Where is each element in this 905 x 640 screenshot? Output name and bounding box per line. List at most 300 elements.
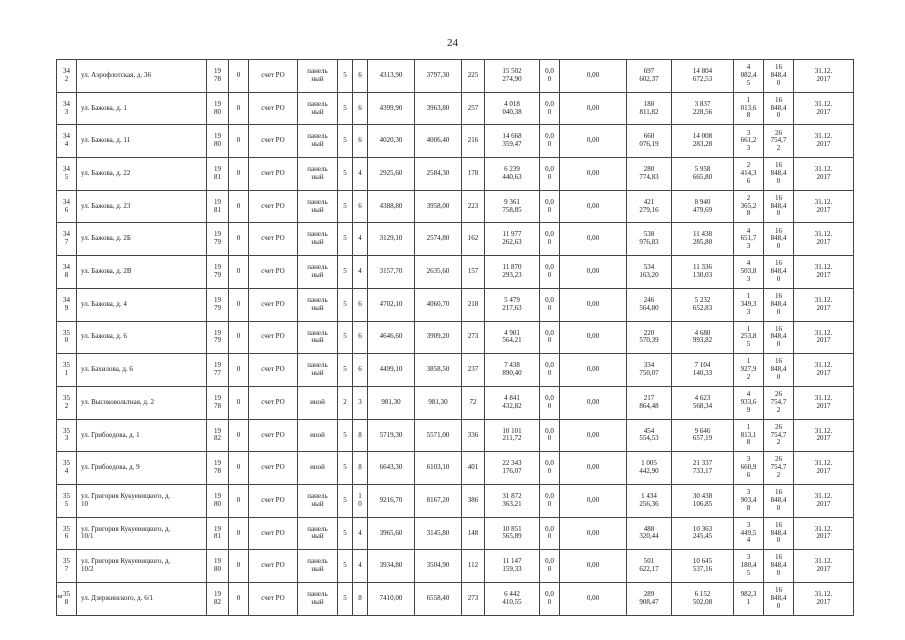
cell-c5: 2 365,2 8 <box>734 190 764 223</box>
cell-date: 31.12. 2017 <box>794 223 854 256</box>
cell-floors: 5 <box>338 158 353 191</box>
cell-c2: 0,00 <box>560 583 627 616</box>
cell-entr: 4 <box>353 256 368 289</box>
cell-people: 218 <box>462 288 485 321</box>
cell-floors: 5 <box>338 517 353 550</box>
table-row <box>57 190 854 223</box>
cell-floors: 5 <box>338 583 353 616</box>
cell-entr: 6 <box>353 321 368 354</box>
cell-z: 0 <box>229 517 249 550</box>
cell-num: 35 2 <box>57 386 77 419</box>
cell-c3: 289 908,47 <box>627 583 672 616</box>
cell-address: ул. Григория Кукуевицкого, д. 10/1 <box>77 517 207 550</box>
cell-year: 19 79 <box>207 321 229 354</box>
cell-num: 34 6 <box>57 190 77 223</box>
cell-num: 35 1 <box>57 354 77 387</box>
cell-area-res: 5571,00 <box>415 419 462 452</box>
cell-date: 31.12. 2017 <box>794 419 854 452</box>
cell-wall: иной <box>298 452 338 485</box>
cell-c3: 220 570,39 <box>627 321 672 354</box>
cell-wall: панель ный <box>298 484 338 517</box>
cell-wall: панель ный <box>298 256 338 289</box>
cell-c6: 26 754,7 2 <box>764 419 794 452</box>
cell-wall: панель ный <box>298 92 338 125</box>
cell-c6: 26 754,7 2 <box>764 125 794 158</box>
table-row <box>57 484 854 517</box>
cell-num: 35 5 <box>57 484 77 517</box>
cell-people: 237 <box>462 354 485 387</box>
cell-people: 72 <box>462 386 485 419</box>
cell-c2: 0,00 <box>560 288 627 321</box>
cell-date: 31.12. 2017 <box>794 321 854 354</box>
cell-year: 19 82 <box>207 419 229 452</box>
cell-wall: панель ный <box>298 321 338 354</box>
cell-c4: 10 363 245,45 <box>672 517 734 550</box>
cell-c3: 534 163,20 <box>627 256 672 289</box>
cell-c4: 5 232 652,83 <box>672 288 734 321</box>
cell-people: 225 <box>462 60 485 93</box>
table-row <box>57 583 854 616</box>
cell-c1: 0,0 0 <box>540 419 560 452</box>
cell-fund: счет РО <box>249 354 298 387</box>
cell-z: 0 <box>229 583 249 616</box>
cell-entr: 6 <box>353 60 368 93</box>
cell-area-total: 3129,10 <box>368 223 415 256</box>
cell-c1: 0,0 0 <box>540 386 560 419</box>
table-row <box>57 125 854 158</box>
cell-address: ул. Бажова, д. 2В <box>77 256 207 289</box>
cell-c5: 3 903,4 8 <box>734 484 764 517</box>
cell-c6: 16 848,4 0 <box>764 321 794 354</box>
cell-c6: 16 848,4 0 <box>764 92 794 125</box>
cell-wall: панель ный <box>298 60 338 93</box>
cell-c1: 0,0 0 <box>540 190 560 223</box>
cell-floors: 5 <box>338 190 353 223</box>
cell-c6: 16 848,4 0 <box>764 354 794 387</box>
cell-entr: 6 <box>353 354 368 387</box>
cell-area-total: 9216,70 <box>368 484 415 517</box>
cell-cost: 7 438 890,40 <box>485 354 540 387</box>
cell-z: 0 <box>229 386 249 419</box>
cell-area-res: 3797,30 <box>415 60 462 93</box>
table-body <box>57 60 854 616</box>
cell-people: 216 <box>462 125 485 158</box>
cell-address: ул. Бажова, д. 11 <box>77 125 207 158</box>
cell-c2: 0,00 <box>560 452 627 485</box>
cell-fund: счет РО <box>249 223 298 256</box>
cell-cost: 11 977 262,63 <box>485 223 540 256</box>
cell-entr: 4 <box>353 517 368 550</box>
cell-entr: 6 <box>353 125 368 158</box>
cell-fund: счет РО <box>249 386 298 419</box>
cell-year: 19 77 <box>207 354 229 387</box>
cell-c1: 0,0 0 <box>540 125 560 158</box>
cell-z: 0 <box>229 288 249 321</box>
cell-cost: 6 239 440,63 <box>485 158 540 191</box>
cell-c2: 0,00 <box>560 354 627 387</box>
cell-c2: 0,00 <box>560 386 627 419</box>
cell-c2: 0,00 <box>560 550 627 583</box>
cell-year: 19 78 <box>207 60 229 93</box>
cell-area-total: 4499,10 <box>368 354 415 387</box>
cell-year: 19 82 <box>207 583 229 616</box>
cell-fund: счет РО <box>249 517 298 550</box>
cell-fund: счет РО <box>249 256 298 289</box>
cell-z: 0 <box>229 452 249 485</box>
cell-c2: 0,00 <box>560 321 627 354</box>
table-row <box>57 321 854 354</box>
cell-people: 401 <box>462 452 485 485</box>
cell-date: 31.12. 2017 <box>794 125 854 158</box>
cell-area-res: 3145,80 <box>415 517 462 550</box>
cell-c2: 0,00 <box>560 517 627 550</box>
cell-c3: 488 320,44 <box>627 517 672 550</box>
cell-num: 34 4 <box>57 125 77 158</box>
cell-floors: 5 <box>338 223 353 256</box>
cell-c1: 0,0 0 <box>540 354 560 387</box>
cell-num: 34 2 <box>57 60 77 93</box>
cell-address: ул. Бажова, д. 1 <box>77 92 207 125</box>
cell-people: 157 <box>462 256 485 289</box>
cell-area-res: 3909,20 <box>415 321 462 354</box>
cell-floors: 5 <box>338 60 353 93</box>
cell-c4: 7 104 140,33 <box>672 354 734 387</box>
cell-wall: панель ный <box>298 583 338 616</box>
cell-fund: счет РО <box>249 158 298 191</box>
cell-fund: счет РО <box>249 190 298 223</box>
cell-z: 0 <box>229 190 249 223</box>
cell-num: 35 0 <box>57 321 77 354</box>
cell-area-res: 8167,20 <box>415 484 462 517</box>
cell-entr: 4 <box>353 158 368 191</box>
cell-wall: панель ный <box>298 354 338 387</box>
cell-year: 19 79 <box>207 223 229 256</box>
cell-year: 19 81 <box>207 190 229 223</box>
cell-c1: 0,0 0 <box>540 452 560 485</box>
cell-c6: 16 848,4 0 <box>764 60 794 93</box>
table-row <box>57 288 854 321</box>
cell-floors: 5 <box>338 321 353 354</box>
table-row <box>57 386 854 419</box>
cell-area-res: 981,30 <box>415 386 462 419</box>
cell-cost: 4 841 432,82 <box>485 386 540 419</box>
cell-fund: счет РО <box>249 583 298 616</box>
cell-address: ул. Бажова, д. 2Б <box>77 223 207 256</box>
cell-year: 19 78 <box>207 452 229 485</box>
cell-wall: иной <box>298 386 338 419</box>
cell-year: 19 81 <box>207 517 229 550</box>
cell-area-total: 5719,30 <box>368 419 415 452</box>
cell-wall: панель ный <box>298 125 338 158</box>
cell-z: 0 <box>229 125 249 158</box>
cell-cost: 4 901 564,21 <box>485 321 540 354</box>
cell-c5: 4 933,6 9 <box>734 386 764 419</box>
cell-people: 148 <box>462 517 485 550</box>
cell-address: ул. Бажова, д. 6 <box>77 321 207 354</box>
cell-floors: 5 <box>338 288 353 321</box>
cell-c2: 0,00 <box>560 223 627 256</box>
cell-z: 0 <box>229 354 249 387</box>
cell-area-res: 4006,40 <box>415 125 462 158</box>
cell-c5: 4 503,8 3 <box>734 256 764 289</box>
cell-num: 35 3 <box>57 419 77 452</box>
cell-fund: счет РО <box>249 550 298 583</box>
cell-c4: 5 958 665,80 <box>672 158 734 191</box>
cell-c6: 16 848,4 0 <box>764 288 794 321</box>
cell-date: 31.12. 2017 <box>794 60 854 93</box>
cell-people: 223 <box>462 190 485 223</box>
cell-c6: 16 848,4 0 <box>764 256 794 289</box>
cell-entr: 4 <box>353 223 368 256</box>
cell-c2: 0,00 <box>560 92 627 125</box>
cell-c4: 30 438 106,85 <box>672 484 734 517</box>
cell-c1: 0,0 0 <box>540 321 560 354</box>
cell-floors: 2 <box>338 386 353 419</box>
cell-c2: 0,00 <box>560 60 627 93</box>
cell-c1: 0,0 0 <box>540 223 560 256</box>
table-row <box>57 517 854 550</box>
cell-c3: 180 811,82 <box>627 92 672 125</box>
cell-num: 34 9 <box>57 288 77 321</box>
cell-c4: 3 837 228,56 <box>672 92 734 125</box>
cell-address: ул. Высоковольтная, д. 2 <box>77 386 207 419</box>
cell-area-res: 3504,90 <box>415 550 462 583</box>
cell-fund: счет РО <box>249 484 298 517</box>
cell-date: 31.12. 2017 <box>794 550 854 583</box>
cell-c5: 1 927,9 2 <box>734 354 764 387</box>
cell-z: 0 <box>229 419 249 452</box>
cell-cost: 5 479 217,63 <box>485 288 540 321</box>
cell-num: 34 3 <box>57 92 77 125</box>
cell-c6: 16 848,4 0 <box>764 517 794 550</box>
cell-c3: 1 005 442,90 <box>627 452 672 485</box>
cell-c3: 1 434 256,36 <box>627 484 672 517</box>
cell-c6: 26 754,7 2 <box>764 386 794 419</box>
cell-cost: 15 502 274,90 <box>485 60 540 93</box>
cell-z: 0 <box>229 321 249 354</box>
cell-entr: 6 <box>353 190 368 223</box>
cell-entr: 1 0 <box>353 484 368 517</box>
cell-c1: 0,0 0 <box>540 92 560 125</box>
cell-wall: панель ный <box>298 223 338 256</box>
cell-address: ул. Грибоедова, д. 1 <box>77 419 207 452</box>
cell-year: 19 80 <box>207 484 229 517</box>
cell-fund: счет РО <box>249 419 298 452</box>
table-row <box>57 452 854 485</box>
cell-c6: 16 848,4 0 <box>764 583 794 616</box>
cell-area-total: 7410,00 <box>368 583 415 616</box>
cell-cost: 22 343 176,07 <box>485 452 540 485</box>
cell-c5: 1 813,1 8 <box>734 419 764 452</box>
cell-cost: 31 872 363,21 <box>485 484 540 517</box>
cell-c3: 246 564,80 <box>627 288 672 321</box>
cell-area-total: 4702,10 <box>368 288 415 321</box>
cell-area-res: 3858,50 <box>415 354 462 387</box>
cell-date: 31.12. 2017 <box>794 256 854 289</box>
cell-area-res: 2574,80 <box>415 223 462 256</box>
cell-fund: счет РО <box>249 125 298 158</box>
cell-date: 31.12. 2017 <box>794 484 854 517</box>
cell-c3: 334 750,07 <box>627 354 672 387</box>
cell-c1: 0,0 0 <box>540 484 560 517</box>
cell-wall: панель ный <box>298 550 338 583</box>
cell-address: ул. Грибоедова, д. 9 <box>77 452 207 485</box>
cell-area-total: 6643,30 <box>368 452 415 485</box>
cell-z: 0 <box>229 92 249 125</box>
cell-c1: 0,0 0 <box>540 60 560 93</box>
cell-num: 34 7 <box>57 223 77 256</box>
cell-area-total: 4399,90 <box>368 92 415 125</box>
cell-year: 19 79 <box>207 256 229 289</box>
cell-floors: 5 <box>338 452 353 485</box>
cell-area-total: 3965,60 <box>368 517 415 550</box>
cell-wall: панель ный <box>298 158 338 191</box>
cell-floors: 5 <box>338 354 353 387</box>
cell-c5: 3 661,2 3 <box>734 125 764 158</box>
cell-fund: счет РО <box>249 60 298 93</box>
cell-z: 0 <box>229 60 249 93</box>
table-row <box>57 92 854 125</box>
cell-area-total: 4020,30 <box>368 125 415 158</box>
cell-fund: счет РО <box>249 321 298 354</box>
cell-people: 273 <box>462 321 485 354</box>
cell-floors: 5 <box>338 92 353 125</box>
cell-floors: 5 <box>338 419 353 452</box>
cell-c1: 0,0 0 <box>540 158 560 191</box>
cell-num: 35 4 <box>57 452 77 485</box>
cell-entr: 6 <box>353 288 368 321</box>
cell-people: 162 <box>462 223 485 256</box>
cell-c3: 217 864,48 <box>627 386 672 419</box>
cell-wall: панель ный <box>298 517 338 550</box>
cell-c5: 4 082,4 5 <box>734 60 764 93</box>
cell-people: 178 <box>462 158 485 191</box>
cell-c4: 21 337 733,17 <box>672 452 734 485</box>
cell-c6: 26 754,7 2 <box>764 452 794 485</box>
cell-cost: 11 870 293,23 <box>485 256 540 289</box>
cell-c2: 0,00 <box>560 419 627 452</box>
cell-cost: 4 018 040,38 <box>485 92 540 125</box>
cell-c2: 0,00 <box>560 256 627 289</box>
cell-c4: 4 623 568,34 <box>672 386 734 419</box>
cell-c3: 421 279,16 <box>627 190 672 223</box>
cell-address: ул. Григория Кукуевицкого, д. 10 <box>77 484 207 517</box>
cell-address: ул. Бажова, д. 23 <box>77 190 207 223</box>
cell-area-total: 3934,80 <box>368 550 415 583</box>
cell-c2: 0,00 <box>560 125 627 158</box>
cell-c6: 16 848,4 0 <box>764 484 794 517</box>
cell-area-total: 3157,70 <box>368 256 415 289</box>
cell-z: 0 <box>229 158 249 191</box>
cell-c5: 1 253,8 5 <box>734 321 764 354</box>
cell-c4: 14 008 283,28 <box>672 125 734 158</box>
cell-address: ул. Аэрофлотская, д. 36 <box>77 60 207 93</box>
cell-c6: 16 848,4 0 <box>764 550 794 583</box>
cell-z: 0 <box>229 550 249 583</box>
cell-date: 31.12. 2017 <box>794 583 854 616</box>
cell-fund: счет РО <box>249 288 298 321</box>
cell-address: ул. Бахилова, д. 6 <box>77 354 207 387</box>
cell-c4: 14 804 672,53 <box>672 60 734 93</box>
cell-people: 386 <box>462 484 485 517</box>
cell-area-res: 2635,60 <box>415 256 462 289</box>
cell-c3: 280 774,83 <box>627 158 672 191</box>
cell-address: ул. Дзержинского, д. 6/1 <box>77 583 207 616</box>
housing-table <box>56 59 854 616</box>
cell-c3: 660 076,19 <box>627 125 672 158</box>
cell-c3: 538 976,83 <box>627 223 672 256</box>
cell-floors: 5 <box>338 550 353 583</box>
table-row <box>57 60 854 93</box>
cell-date: 31.12. 2017 <box>794 158 854 191</box>
table-row <box>57 550 854 583</box>
cell-area-res: 2584,30 <box>415 158 462 191</box>
cell-year: 19 81 <box>207 158 229 191</box>
cell-address: ул. Бажова, д. 22 <box>77 158 207 191</box>
cell-c5: 3 449,5 4 <box>734 517 764 550</box>
cell-z: 0 <box>229 223 249 256</box>
cell-num: 35 8 <box>57 583 77 616</box>
cell-cost: 10 851 565,89 <box>485 517 540 550</box>
cell-cost: 14 668 359,47 <box>485 125 540 158</box>
cell-date: 31.12. 2017 <box>794 92 854 125</box>
table-row <box>57 158 854 191</box>
cell-date: 31.12. 2017 <box>794 288 854 321</box>
cell-address: ул. Бажова, д. 4 <box>77 288 207 321</box>
cell-c1: 0,0 0 <box>540 288 560 321</box>
cell-floors: 5 <box>338 256 353 289</box>
cell-entr: 4 <box>353 550 368 583</box>
cell-fund: счет РО <box>249 92 298 125</box>
cell-c4: 6 152 502,08 <box>672 583 734 616</box>
cell-floors: 5 <box>338 484 353 517</box>
cell-date: 31.12. 2017 <box>794 452 854 485</box>
cell-address: ул. Григория Кукуевицкого, д. 10/2 <box>77 550 207 583</box>
cell-cost: 10 101 211,72 <box>485 419 540 452</box>
cell-c2: 0,00 <box>560 484 627 517</box>
cell-entr: 8 <box>353 583 368 616</box>
cell-area-total: 981,30 <box>368 386 415 419</box>
cell-entr: 3 <box>353 386 368 419</box>
cell-wall: панель ный <box>298 190 338 223</box>
cell-year: 19 80 <box>207 92 229 125</box>
cell-area-res: 6558,40 <box>415 583 462 616</box>
cell-entr: 8 <box>353 419 368 452</box>
cell-z: 0 <box>229 484 249 517</box>
cell-year: 19 78 <box>207 386 229 419</box>
cell-people: 273 <box>462 583 485 616</box>
cell-entr: 6 <box>353 92 368 125</box>
cell-cost: 9 361 758,85 <box>485 190 540 223</box>
cell-num: 34 8 <box>57 256 77 289</box>
cell-people: 336 <box>462 419 485 452</box>
cell-c5: 1 349,3 3 <box>734 288 764 321</box>
cell-year: 19 79 <box>207 288 229 321</box>
footer-mark: ни <box>56 594 63 600</box>
cell-date: 31.12. 2017 <box>794 517 854 550</box>
cell-people: 257 <box>462 92 485 125</box>
cell-c3: 454 554,53 <box>627 419 672 452</box>
cell-area-res: 3963,80 <box>415 92 462 125</box>
cell-c1: 0,0 0 <box>540 550 560 583</box>
cell-c3: 501 622,17 <box>627 550 672 583</box>
cell-c3: 697 602,37 <box>627 60 672 93</box>
cell-area-total: 2925,60 <box>368 158 415 191</box>
cell-cost: 11 147 159,33 <box>485 550 540 583</box>
cell-cost: 6 442 410,55 <box>485 583 540 616</box>
cell-c4: 10 645 537,16 <box>672 550 734 583</box>
table-row <box>57 256 854 289</box>
